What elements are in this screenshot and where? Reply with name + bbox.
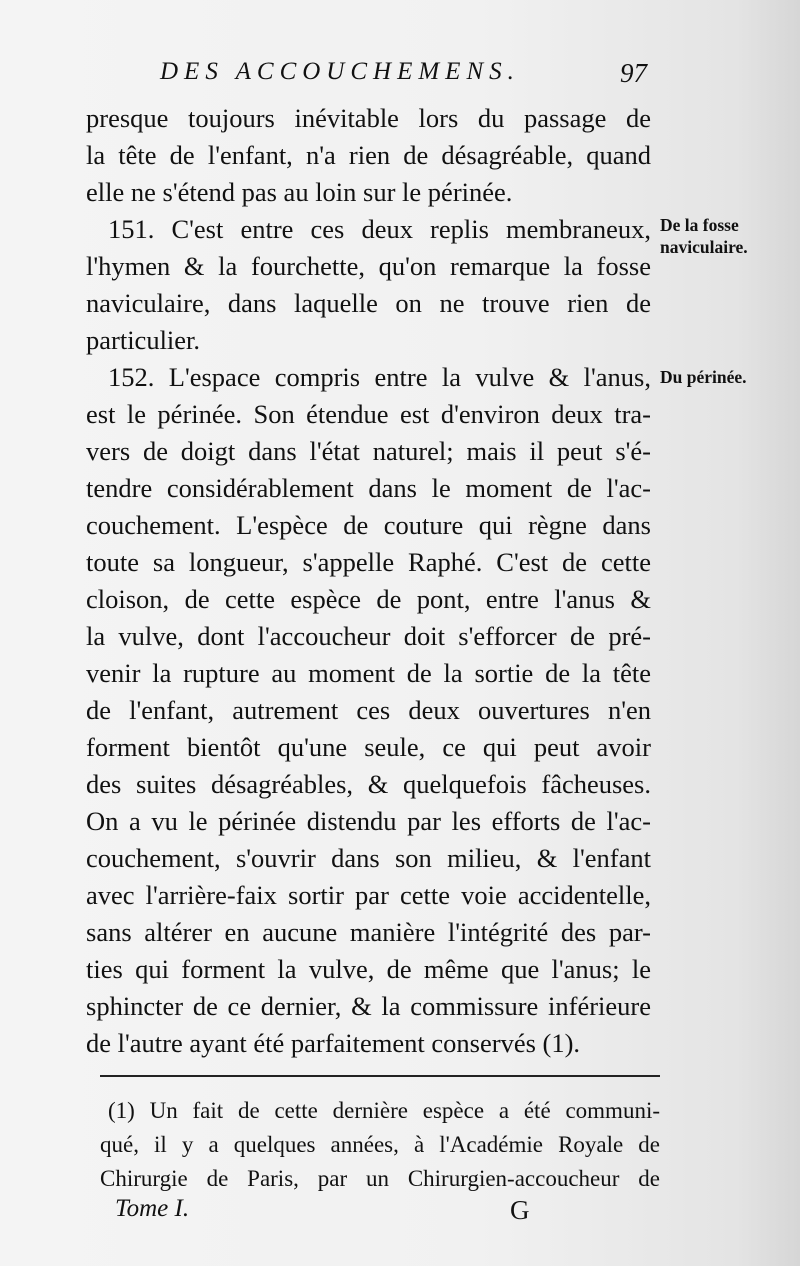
text-line: naviculaire, dans laquelle on ne trouve rien de <box>86 288 651 318</box>
margin-note-fosse: naviculaire. <box>660 237 748 257</box>
text-line: presque toujours inévitable lors du passage de <box>86 103 651 133</box>
text-line: ties qui forment la vulve, de même que l'anus; le <box>86 954 651 984</box>
text-line: toute sa longueur, s'appelle Raphé. C'est de cette <box>86 547 651 577</box>
footnote-line: qué, il y a quelques années, à l'Académie Royale de <box>100 1132 660 1157</box>
text-line: On a vu le périnée distendu par les efforts de l'ac- <box>86 806 651 836</box>
text-line: venir la rupture au moment de la sortie de la tête <box>86 658 651 688</box>
signature-mark: G <box>510 1195 530 1225</box>
text-line: avec l'arrière-faix sortir par cette voie accidentelle, <box>86 880 651 910</box>
text-line: de l'enfant, autrement ces deux ouvertures n'en <box>86 695 651 725</box>
text-line: tendre considérablement dans le moment de l'ac- <box>86 473 651 503</box>
text-line: particulier. <box>86 325 201 355</box>
text-line: est le périnée. Son étendue est d'environ deux tra- <box>86 399 651 429</box>
text-line: sphincter de ce dernier, & la commissure inférieure <box>86 991 651 1021</box>
text-line: de l'autre ayant été parfaitement conservés (1). <box>86 1028 581 1058</box>
footnote-line: (1) Un fait de cette dernière espèce a été communi- <box>108 1098 660 1123</box>
text-line: couchement. L'espèce de couture qui règne dans <box>86 510 651 540</box>
text-line: forment bientôt qu'une seule, ce qui peut avoir <box>86 732 651 762</box>
footnote-rule <box>100 1075 660 1077</box>
text-line: la vulve, dont l'accoucheur doit s'efforcer de pré- <box>86 621 651 651</box>
text-line: 152. L'espace compris entre la vulve & l'anus, <box>108 362 651 392</box>
text-line: des suites désagréables, & quelquefois fâcheuses. <box>86 769 651 799</box>
page-number: 97 <box>620 58 647 88</box>
margin-note-perinee: Du périnée. <box>660 367 747 387</box>
text-line: sans altérer en aucune manière l'intégrité des par- <box>86 917 651 947</box>
running-header <box>160 58 655 86</box>
text-line: la tête de l'enfant, n'a rien de désagréable, quand <box>86 140 651 170</box>
text-line: vers de doigt dans l'état naturel; mais il peut s'é- <box>86 436 651 466</box>
footnote-line: Chirurgie de Paris, par un Chirurgien-accoucheur de <box>100 1166 660 1191</box>
text-line: couchement, s'ouvrir dans son milieu, & l'enfant <box>86 843 651 873</box>
margin-note-fosse: De la fosse <box>660 215 739 235</box>
text-line: 151. C'est entre ces deux replis membraneux, <box>108 214 651 244</box>
text-line: cloison, de cette espèce de pont, entre l'anus & <box>86 584 651 614</box>
text-line: elle ne s'étend pas au loin sur le périnée. <box>86 177 513 207</box>
volume-label: Tome I. <box>115 1195 190 1222</box>
text-line: l'hymen & la fourchette, qu'on remarque la fosse <box>86 251 651 281</box>
running-title: DES ACCOUCHEMENS. <box>160 58 520 85</box>
